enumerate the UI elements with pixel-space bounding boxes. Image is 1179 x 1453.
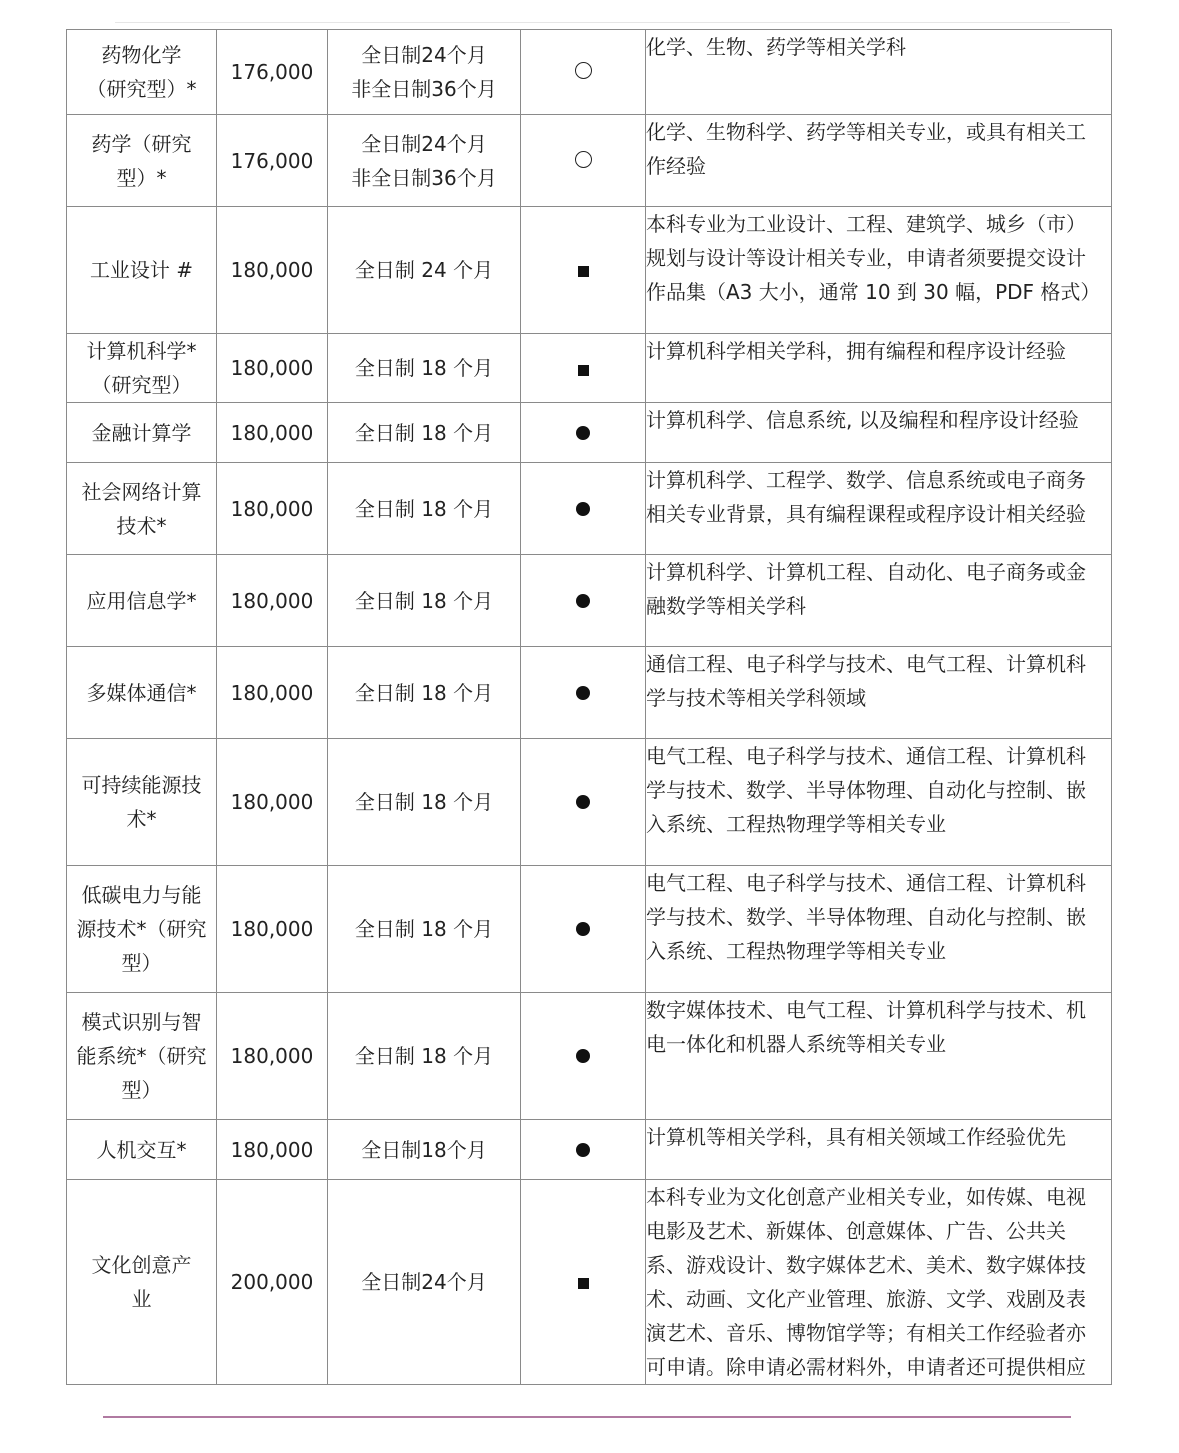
duration-line: 全日制 18 个月: [354, 356, 494, 380]
name-line: 型）: [121, 951, 162, 975]
program-name-cell: [67, 647, 217, 739]
requirement-line: 数字媒体技术、电气工程、计算机科学与技术、机: [646, 998, 1086, 1022]
requirement-cell: [646, 647, 1112, 739]
program-name-cell: [67, 115, 217, 207]
duration-cell: [328, 647, 521, 739]
requirement-cell: [646, 1120, 1112, 1180]
duration-cell: [328, 115, 521, 207]
requirement-line: 通信工程、电子科学与技术、电气工程、计算机科: [646, 652, 1086, 676]
requirement-line: 规划与设计等设计相关专业，申请者须要提交设计: [646, 246, 1086, 270]
duration-line: 全日制 18 个月: [354, 917, 494, 941]
name-line: 多媒体通信*: [86, 680, 197, 705]
program-name-cell: [67, 555, 217, 647]
duration-line: 非全日制36个月: [351, 77, 497, 101]
table-row: [67, 993, 1112, 1120]
program-name-cell: [67, 993, 217, 1120]
duration-cell: [328, 739, 521, 866]
requirement-line: 电气工程、电子科学与技术、通信工程、计算机科: [646, 744, 1086, 768]
requirement-line: 学与技术、数学、半导体物理、自动化与控制、嵌: [646, 905, 1086, 929]
name-line: 社会网络计算: [81, 479, 202, 504]
name-line: 工业设计 #: [89, 258, 194, 282]
requirement-line: 可申请。除申请必需材料外，申请者还可提供相应: [646, 1355, 1086, 1379]
mark-cell: [521, 1180, 646, 1385]
requirement-cell: [646, 334, 1112, 403]
requirement-line: 相关专业背景，具有编程课程或程序设计相关经验: [646, 502, 1086, 526]
filled-circle-icon: [576, 502, 590, 516]
program-name-cell: [67, 1180, 217, 1385]
name-line: 应用信息学*: [86, 588, 197, 613]
requirement-cell: [646, 866, 1112, 993]
duration-cell: [328, 1180, 521, 1385]
name-line: 能系统*（研究: [76, 1044, 207, 1068]
duration-cell: [328, 207, 521, 334]
requirement-line: 化学、生物科学、药学等相关专业，或具有相关工: [646, 120, 1086, 144]
mark-cell: [521, 334, 646, 403]
requirement-line: 计算机科学、信息系统, 以及编程和程序设计经验: [646, 408, 1079, 432]
hollow-circle-icon: [575, 62, 592, 79]
filled-square-icon: [578, 1278, 589, 1289]
table-row: [67, 30, 1112, 115]
name-line: 药学（研究: [91, 131, 192, 156]
mark-cell: [521, 866, 646, 993]
requirement-cell: [646, 739, 1112, 866]
requirement-cell: [646, 555, 1112, 647]
requirement-cell: [646, 463, 1112, 555]
requirement-line: 入系统、工程热物理学等相关专业: [646, 939, 946, 963]
tuition-fee: 176,000: [230, 148, 314, 173]
tuition-fee: 180,000: [230, 588, 314, 613]
table-row: [67, 739, 1112, 866]
program-name-cell: [67, 207, 217, 334]
tuition-fee: 180,000: [230, 496, 314, 521]
mark-cell: [521, 993, 646, 1120]
requirement-cell: [646, 207, 1112, 334]
tuition-fee: 176,000: [230, 60, 314, 84]
requirement-line: 学与技术等相关学科领域: [646, 686, 866, 710]
requirement-line: 电气工程、电子科学与技术、通信工程、计算机科: [646, 871, 1086, 895]
duration-line: 全日制 18 个月: [354, 1044, 494, 1068]
requirement-line: 作品集（A3 大小，通常 10 到 30 幅，PDF 格式）: [646, 280, 1101, 304]
filled-circle-icon: [576, 686, 590, 700]
duration-cell: [328, 334, 521, 403]
duration-cell: [328, 1120, 521, 1180]
tuition-fee-cell: [217, 739, 328, 866]
name-line: 业: [131, 1287, 152, 1311]
tuition-fee-cell: [217, 403, 328, 463]
tuition-fee: 180,000: [230, 420, 314, 445]
tuition-fee-cell: [217, 30, 328, 115]
tuition-fee: 180,000: [230, 680, 314, 705]
table-row: [67, 403, 1112, 463]
requirement-line: 融数学等相关学科: [646, 594, 806, 618]
filled-square-icon: [578, 365, 589, 376]
requirement-line: 计算机科学相关学科，拥有编程和程序设计经验: [646, 339, 1066, 363]
duration-line: 全日制24个月: [361, 43, 487, 67]
name-line: 型）: [121, 1078, 162, 1102]
tuition-fee-cell: [217, 1120, 328, 1180]
name-line: （研究型）: [91, 373, 192, 397]
requirement-line: 本科专业为工业设计、工程、建筑学、城乡（市）: [646, 212, 1086, 236]
mark-cell: [521, 115, 646, 207]
requirement-cell: [646, 993, 1112, 1120]
tuition-fee: 180,000: [230, 1137, 314, 1162]
program-name-cell: [67, 334, 217, 403]
duration-cell: [328, 403, 521, 463]
mark-cell: [521, 463, 646, 555]
duration-line: 全日制 24 个月: [354, 258, 494, 282]
requirement-line: 本科专业为文化创意产业相关专业，如传媒、电视: [646, 1185, 1086, 1209]
name-line: 低碳电力与能: [81, 883, 202, 907]
requirement-line: 计算机等相关学科，具有相关领域工作经验优先: [646, 1125, 1066, 1149]
tuition-fee-cell: [217, 993, 328, 1120]
duration-line: 全日制 18 个月: [354, 680, 494, 705]
table-row: [67, 115, 1112, 207]
name-line: （研究型）*: [86, 77, 197, 101]
tuition-fee: 180,000: [230, 356, 314, 380]
program-name-cell: [67, 866, 217, 993]
name-line: 模式识别与智: [81, 1010, 202, 1034]
program-table-body: [67, 30, 1112, 1385]
table-row: [67, 334, 1112, 403]
mark-cell: [521, 403, 646, 463]
duration-cell: [328, 463, 521, 555]
tuition-fee-cell: [217, 463, 328, 555]
duration-cell: [328, 866, 521, 993]
table-row: [67, 1120, 1112, 1180]
requirement-line: 计算机科学、工程学、数学、信息系统或电子商务: [646, 468, 1086, 492]
table-row: [67, 866, 1112, 993]
duration-line: 全日制 18 个月: [354, 496, 494, 521]
table-row: [67, 1180, 1112, 1385]
table-row: [67, 207, 1112, 334]
tuition-fee: 200,000: [230, 1270, 314, 1294]
tuition-fee-cell: [217, 207, 328, 334]
mark-cell: [521, 647, 646, 739]
tuition-fee-cell: [217, 115, 328, 207]
requirement-line: 术、动画、文化产业管理、旅游、文学、戏剧及表: [646, 1287, 1086, 1311]
hollow-circle-icon: [575, 151, 592, 168]
name-line: 型）*: [116, 165, 167, 190]
mark-cell: [521, 1120, 646, 1180]
name-line: 可持续能源技: [81, 773, 202, 797]
name-line: 药物化学: [101, 43, 182, 67]
requirement-line: 电影及艺术、新媒体、创意媒体、广告、公共关: [646, 1219, 1066, 1243]
tuition-fee-cell: [217, 647, 328, 739]
tuition-fee: 180,000: [230, 1044, 314, 1068]
mark-cell: [521, 739, 646, 866]
requirement-line: 化学、生物、药学等相关学科: [646, 35, 906, 59]
requirement-line: 系、游戏设计、数字媒体艺术、美术、数字媒体技: [646, 1253, 1086, 1277]
duration-cell: [328, 30, 521, 115]
filled-circle-icon: [576, 1143, 590, 1157]
duration-line: 全日制24个月: [361, 131, 487, 156]
table-row: [67, 647, 1112, 739]
requirement-cell: [646, 403, 1112, 463]
program-name-cell: [67, 739, 217, 866]
requirement-cell: [646, 115, 1112, 207]
table-row: [67, 463, 1112, 555]
duration-line: 全日制18个月: [361, 1137, 487, 1162]
duration-cell: [328, 993, 521, 1120]
top-divider: [115, 22, 1070, 23]
filled-square-icon: [578, 266, 589, 277]
filled-circle-icon: [576, 922, 590, 936]
duration-line: 全日制 18 个月: [354, 588, 494, 613]
table-row: [67, 555, 1112, 647]
name-line: 文化创意产: [91, 1253, 192, 1277]
tuition-fee-cell: [217, 334, 328, 403]
name-line: 人机交互*: [96, 1137, 187, 1162]
program-name-cell: [67, 463, 217, 555]
requirement-line: 演艺术、音乐、博物馆学等；有相关工作经验者亦: [646, 1321, 1086, 1345]
requirement-cell: [646, 1180, 1112, 1385]
duration-line: 非全日制36个月: [351, 165, 497, 190]
tuition-fee-cell: [217, 866, 328, 993]
name-line: 技术*: [116, 513, 167, 538]
program-table: [66, 29, 1112, 1385]
duration-line: 全日制 18 个月: [354, 420, 494, 445]
requirement-cell: [646, 30, 1112, 115]
duration-line: 全日制 18 个月: [354, 790, 494, 814]
bottom-divider: [103, 1416, 1071, 1418]
requirement-line: 入系统、工程热物理学等相关专业: [646, 812, 946, 836]
tuition-fee: 180,000: [230, 917, 314, 941]
tuition-fee-cell: [217, 1180, 328, 1385]
requirement-line: 学与技术、数学、半导体物理、自动化与控制、嵌: [646, 778, 1086, 802]
mark-cell: [521, 30, 646, 115]
tuition-fee: 180,000: [230, 258, 314, 282]
tuition-fee: 180,000: [230, 790, 314, 814]
duration-cell: [328, 555, 521, 647]
name-line: 术*: [126, 807, 157, 831]
name-line: 计算机科学*: [86, 339, 197, 363]
filled-circle-icon: [576, 1049, 590, 1063]
mark-cell: [521, 207, 646, 334]
filled-circle-icon: [576, 426, 590, 440]
name-line: 源技术*（研究: [76, 917, 207, 941]
requirement-line: 作经验: [646, 154, 706, 178]
tuition-fee-cell: [217, 555, 328, 647]
program-name-cell: [67, 30, 217, 115]
filled-circle-icon: [576, 594, 590, 608]
program-name-cell: [67, 1120, 217, 1180]
filled-circle-icon: [576, 795, 590, 809]
requirement-line: 电一体化和机器人系统等相关专业: [646, 1032, 946, 1056]
mark-cell: [521, 555, 646, 647]
program-name-cell: [67, 403, 217, 463]
name-line: 金融计算学: [91, 420, 192, 445]
requirement-line: 计算机科学、计算机工程、自动化、电子商务或金: [646, 560, 1086, 584]
duration-line: 全日制24个月: [361, 1270, 487, 1294]
